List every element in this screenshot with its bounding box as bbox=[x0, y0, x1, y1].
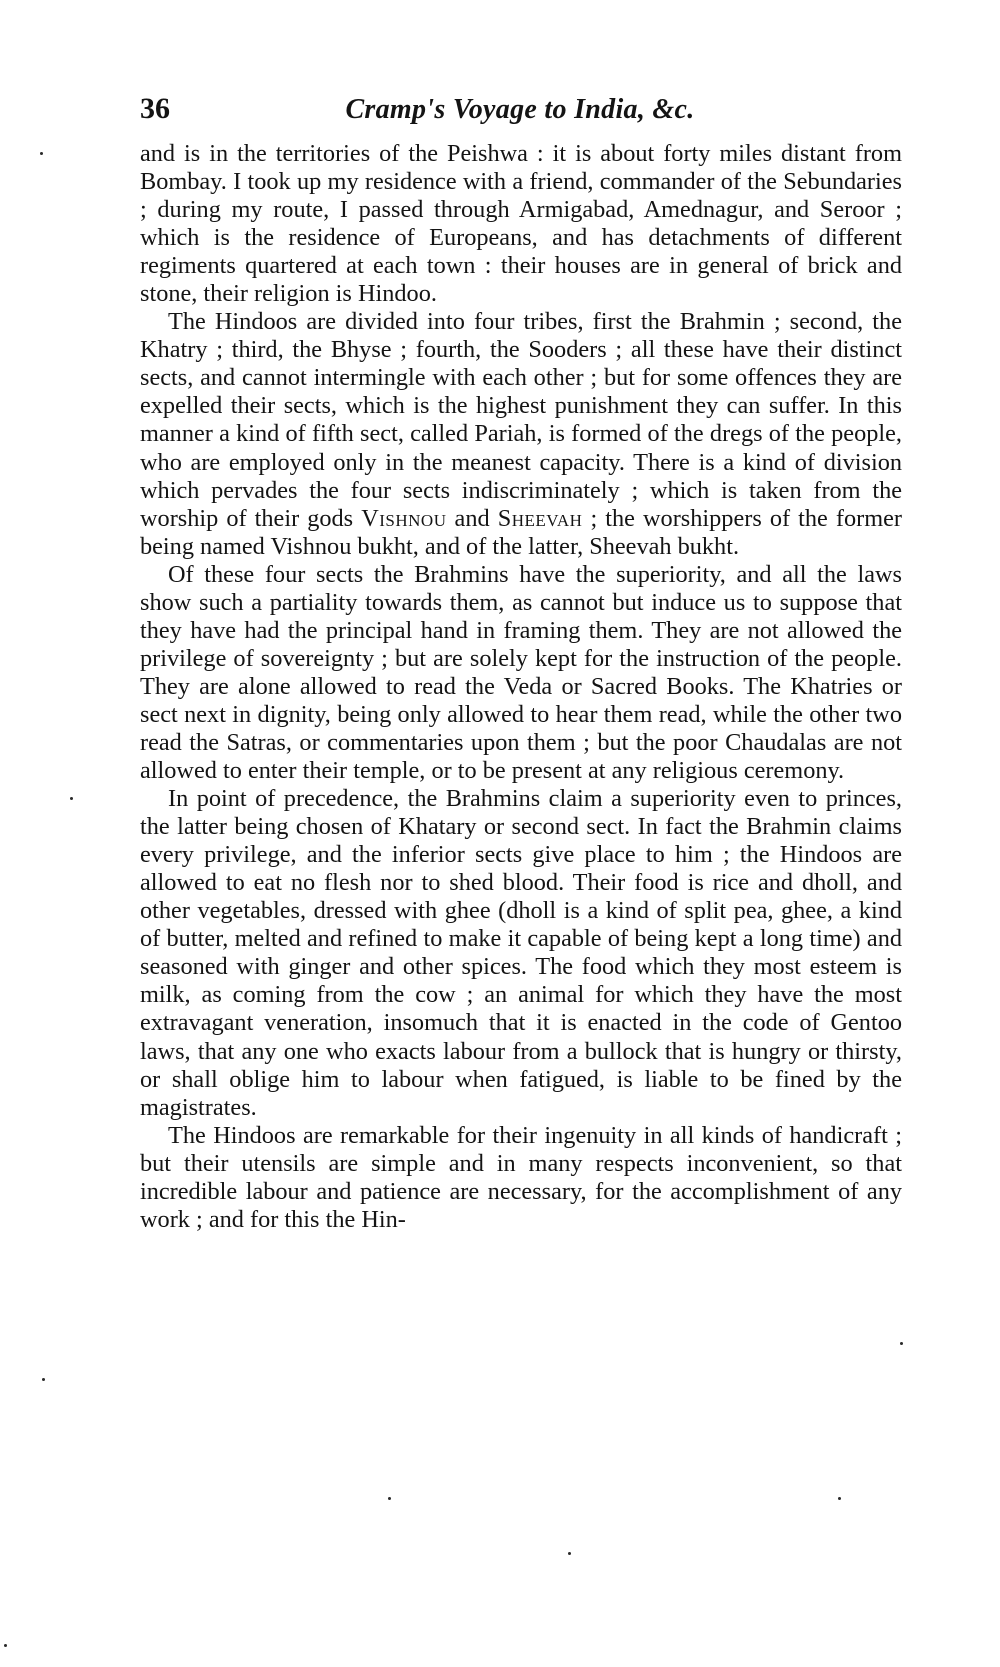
paragraph-text: and bbox=[446, 504, 498, 532]
running-title: Cramp's Voyage to India, &c. bbox=[345, 94, 695, 125]
paper-speck bbox=[838, 1497, 841, 1500]
paper-speck bbox=[42, 1378, 45, 1381]
page-header bbox=[140, 92, 900, 132]
paragraph-brahmin-superiority: Of these four sects the Brahmins have the superiority, and all the laws show such a partiality towards them, as cannot but induce us to suppose that they have had the principal hand in framing them. They are not allowed the privilege of sovereignty ; but are solely kept for the instruction of the people. They are alone allowed to read the Veda or Sacred Books. The Khatries or sect next in dignity, being only allowed to hear them read, while the other two read the Satras, or commentaries upon them ; but the poor Chaudalas are not allowed to enter their temple, or to be present at any religious ceremony. bbox=[140, 560, 902, 785]
page-number: 36 bbox=[140, 92, 170, 125]
body-text bbox=[140, 140, 902, 1234]
paragraph-hindoo-tribes bbox=[140, 308, 902, 560]
god-name-sheevah: Sheevah bbox=[497, 504, 583, 532]
paper-speck bbox=[568, 1552, 571, 1555]
paper-speck bbox=[4, 1644, 7, 1647]
paper-speck bbox=[900, 1342, 903, 1345]
god-name-vishnou: Vishnou bbox=[361, 504, 447, 532]
paragraph-handicraft: The Hindoos are remarkable for their ingenuity in all kinds of handicraft ; but their utensils are simple and in many respects inconvenient, so that incredible labour and patience are necessary, for the accomplishment of any work ; and for this the Hin- bbox=[140, 1121, 902, 1233]
paragraph-text: The Hindoos are divided into four tribes, first the Brahmin ; second, the Khatry ; third, the Bhyse ; fourth, the Sooders ; all these have their distinct sects, and cannot intermingle with each other ; but for some offences they are expelled their sects, which is the highest punishment they can suffer. In this manner a kind of fifth sect, called Pariah, is formed of the dregs of the people, who are employed only in the meanest capacity. There is a kind of division which pervades the four sects indiscriminately ; which is taken from the worship of their gods bbox=[140, 308, 902, 532]
paragraph-precedence: In point of precedence, the Brahmins claim a superiority even to princes, the latter being chosen of Khatary or second sect. In fact the Brahmin claims every privilege, and the inferior sects give place to him ; the Hindoos are allowed to eat no flesh nor to shed blood. Their food is rice and dholl, and other vegetables, dressed with ghee (dholl is a kind of split pea, ghee, a kind of butter, melted and refined to make it capable of being kept a long time) and seasoned with ginger and other spices. The food which they most esteem is milk, as coming from the cow ; an animal for which they have the most extravagant veneration, insomuch that it is enacted in the code of Gentoo laws, that any one who exacts labour from a bullock that is hungry or thirsty, or shall oblige him to labour when fatigued, is liable to be fined by the magistrates. bbox=[140, 785, 902, 1121]
paper-speck bbox=[70, 797, 73, 800]
paper-speck bbox=[40, 152, 43, 155]
paper-speck bbox=[388, 1497, 391, 1500]
paragraph-continuation: and is in the territories of the Peishwa : it is about forty miles distant from Bombay. I took up my residence with a friend, commander of the Sebundaries ; during my route, I passed through Armigabad, Amednagur, and Seroor ; which is the residence of Europeans, and has detachments of different regiments quartered at each town : their houses are in general of brick and stone, their religion is Hindoo. bbox=[140, 140, 902, 308]
paragraph-text: ; the worshippers of the former being named Vishnou bukht, and of the latter, Sheevah bukht. bbox=[140, 504, 902, 560]
